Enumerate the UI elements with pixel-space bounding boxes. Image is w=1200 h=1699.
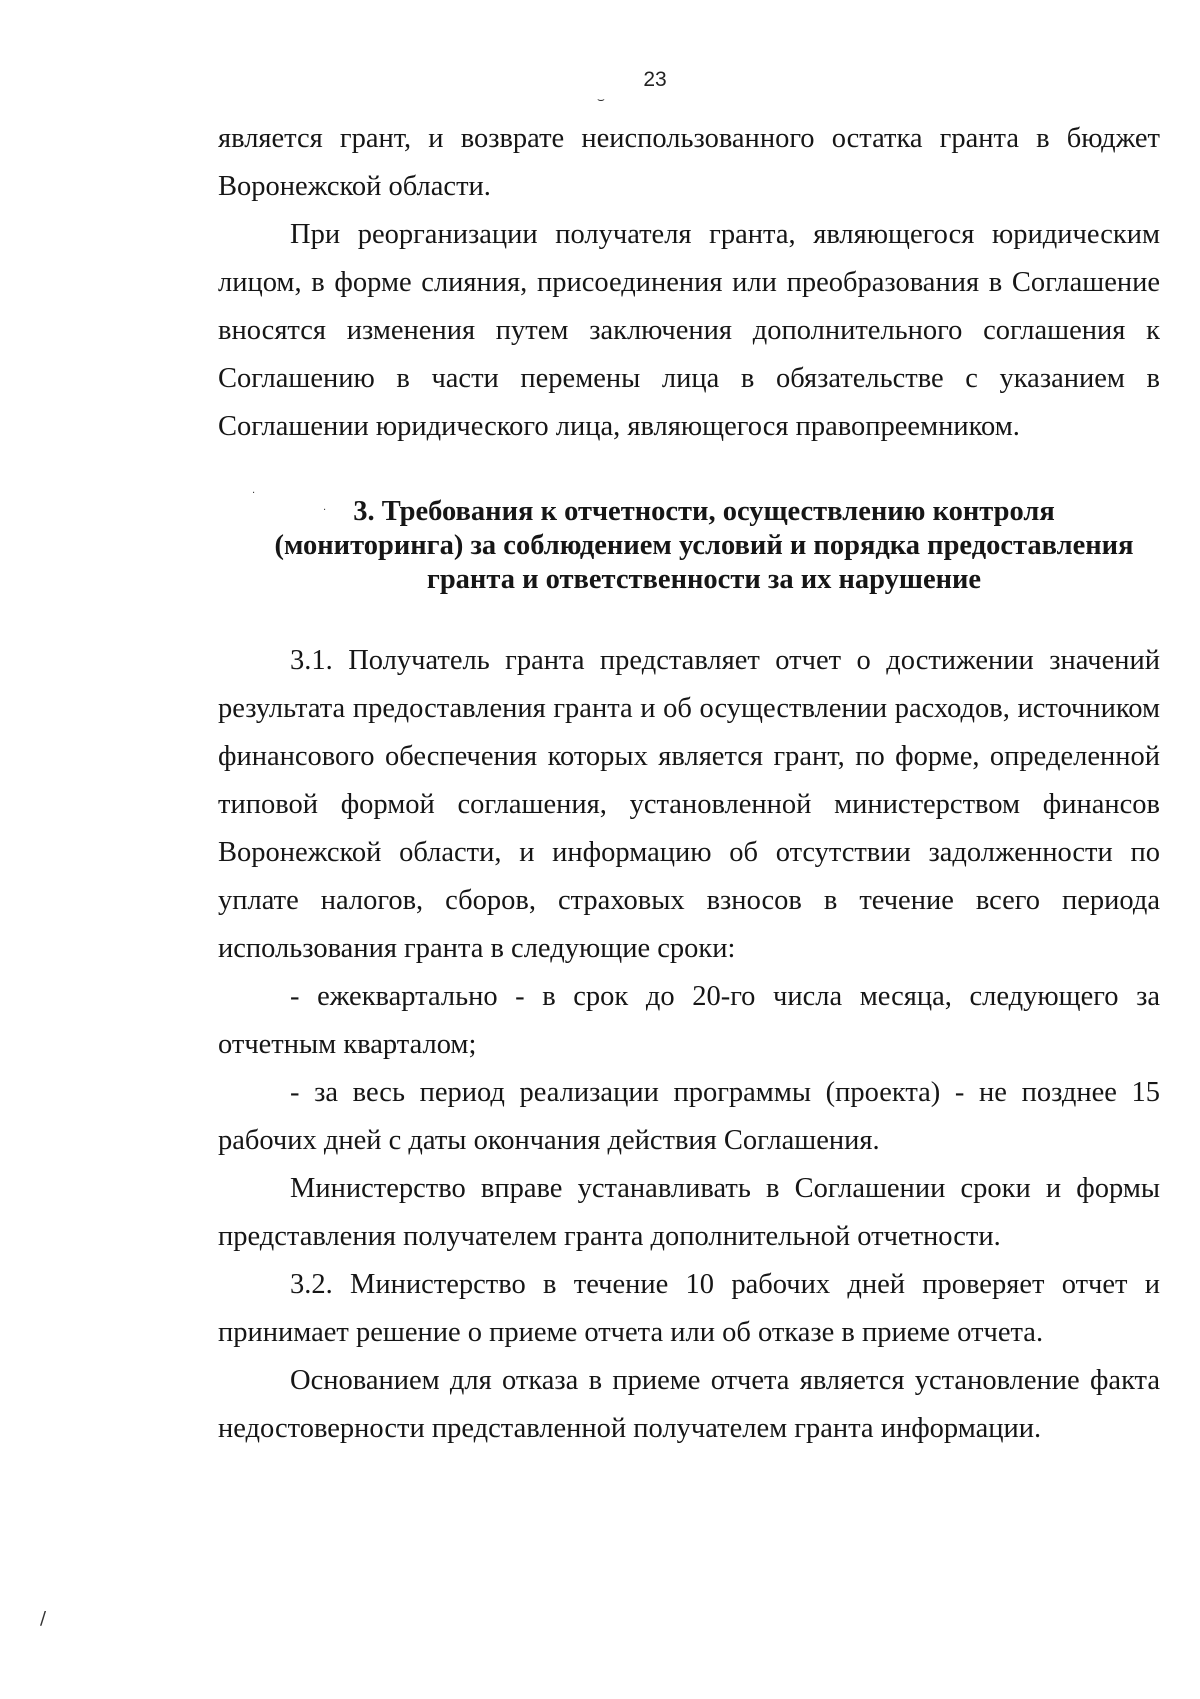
paragraph-grant-return: является грант, и возврате неиспользованного остатка гранта в бюджет Воронежской области.	[218, 123, 1160, 202]
scan-artifact-tick: ⌣	[597, 92, 605, 106]
section-heading-line-1: 3. Требования к отчетности, осуществлению контроля	[353, 496, 1055, 527]
page-number: 23	[643, 68, 667, 91]
paragraph-3-1: 3.1. Получатель гранта представляет отчет о достижении значений результата предоставления гранта и об осуществлении расходов, источником финансового обеспечения которых является грант, по форме, определенной типовой формой соглашения, установленной министерством финансов Воронежской области, и информацию об отсутствии задолженности по уплате налогов, сборов, страховых взносов в течение всего периода использования гранта в следующие сроки:	[218, 645, 1160, 964]
section-heading-line-2: (мониторинга) за соблюдением условий и порядка предоставления	[274, 530, 1134, 561]
list-item-quarterly: - ежеквартально - в срок до 20-го числа месяца, следующего за отчетным кварталом;	[218, 981, 1160, 1060]
section-heading-line-3: гранта и ответственности за их нарушение	[426, 564, 982, 595]
paragraph-reorganization: При реорганизации получателя гранта, являющегося юридическим лицом, в форме слияния, присоединения или преобразования в Соглашение вносятся изменения путем заключения дополнительного соглашения к Соглашению в части перемены лица в обязательстве с указанием в Соглашении юридического лица, являющегося правопреемником.	[218, 219, 1160, 442]
scan-artifact-dot: ·	[252, 488, 256, 499]
scan-artifact-stroke: /	[40, 1608, 47, 1629]
list-item-whole-period: - за весь период реализации программы (проекта) - не позднее 15 рабочих дней с даты окончания действия Соглашения.	[218, 1077, 1160, 1156]
paragraph-refusal-basis: Основанием для отказа в приеме отчета является установление факта недостоверности представленной получателем гранта информации.	[218, 1365, 1160, 1444]
scan-artifact-dot: ·	[323, 505, 327, 516]
paragraph-3-2: 3.2. Министерство в течение 10 рабочих дней проверяет отчет и принимает решение о приеме отчета или об отказе в приеме отчета.	[218, 1269, 1160, 1348]
paragraph-ministry-rights: Министерство вправе устанавливать в Соглашении сроки и формы представления получателем гранта дополнительной отчетности.	[218, 1173, 1160, 1252]
section-heading	[218, 495, 1160, 597]
document-body	[218, 115, 1160, 1453]
